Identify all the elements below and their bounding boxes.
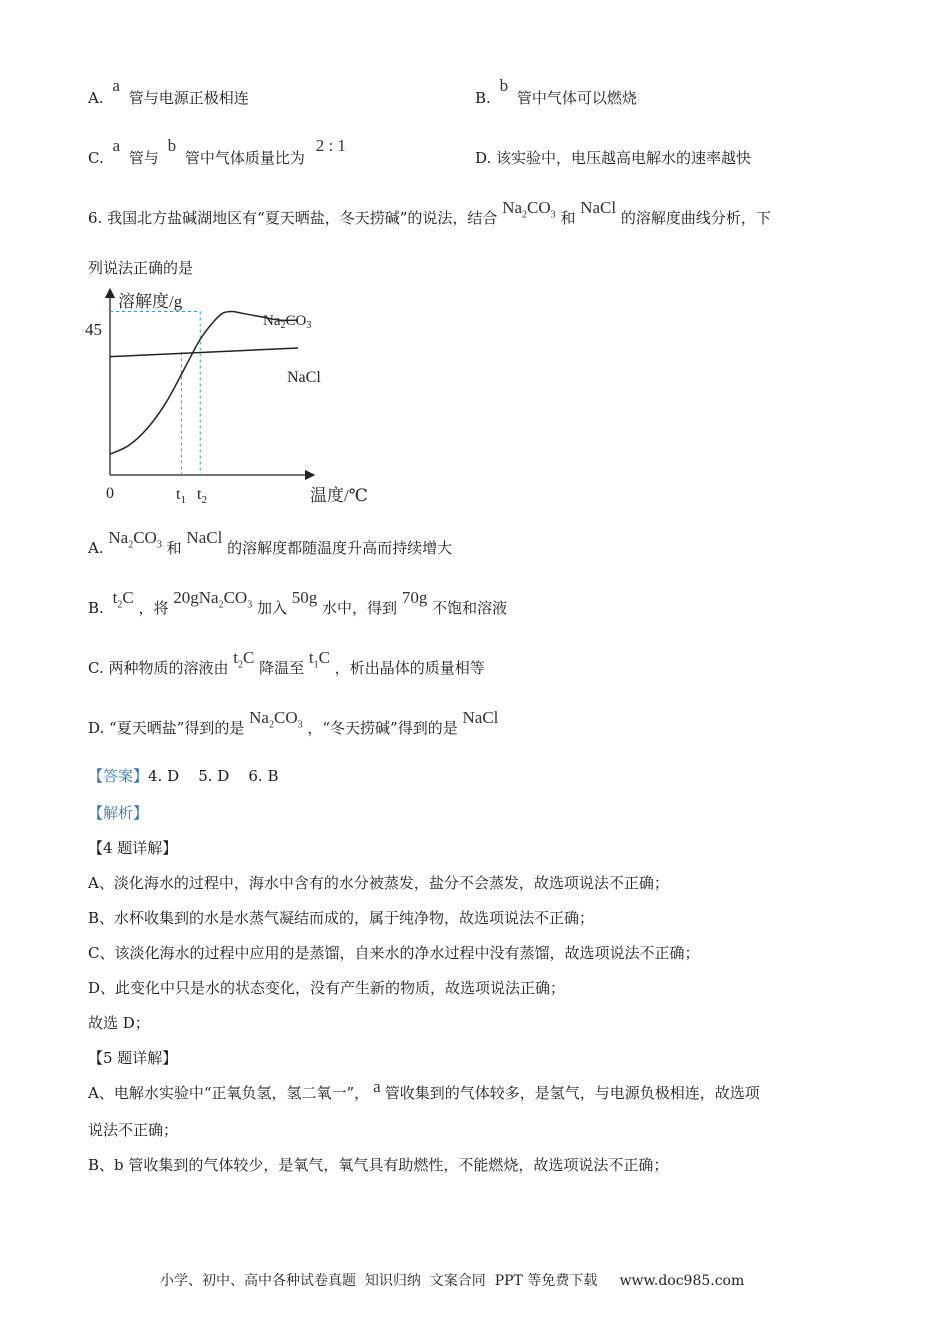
series-nacl-line [110, 348, 298, 357]
q6-option-a-text: 的溶解度都随温度升高而持续增大 [227, 539, 453, 557]
q6-option-d-na2co3: $Na_2CO_3$ [249, 708, 303, 731]
q5-option-c-mid: 管与 [128, 149, 159, 167]
q6-option-b [88, 588, 508, 625]
q5-option-c-text: 管中气体质量比为 [184, 149, 305, 167]
series-na2co3-label: $Na_2CO_3$ [263, 313, 312, 331]
q6-option-b-text3: 水中，得到 [322, 599, 398, 617]
q6-option-b-text1: ，将 [138, 599, 169, 617]
q6-stem-and: 和 [560, 209, 576, 227]
x-axis-label: 温度/℃ [310, 486, 368, 505]
q5-option-a-var: a [112, 76, 120, 95]
q6-option-b-text4: 不饱和溶液 [432, 599, 508, 617]
q6-option-c-text3: ，析出晶体的质量相等 [334, 659, 485, 677]
q6-option-b-prefix: B. [88, 599, 104, 617]
q6-option-a-nacl: NaCl [186, 528, 223, 547]
q6-option-d [88, 708, 499, 745]
q6-option-c-text2: 降温至 [259, 659, 305, 677]
q6-option-d-text1: D. “夏天晒盐”得到的是 [88, 719, 245, 737]
analysis-tag: 【解析】 [88, 804, 149, 822]
q6-option-b-mass1: $20gNa_2CO_3$ [173, 588, 253, 611]
q6-stem-na2co3: $Na_2CO_3$ [502, 198, 556, 221]
q4-detail-line-d: D、此变化中只是水的状态变化，没有产生新的物质，故选项说法正确； [88, 979, 566, 997]
solubility-chart [80, 285, 390, 515]
q5-detail-var-a: a [373, 1077, 381, 1096]
q6-option-d-nacl: NaCl [462, 708, 499, 727]
q4-detail-line-b: B、水杯收集到的水是水蒸气凝结而成的，属于纯净物，故选项说法不正确； [88, 909, 595, 927]
q6-option-c-t1: $t_1C$ [308, 648, 330, 671]
answer-text: 4. D 5. D 6. B [148, 767, 279, 785]
q5-option-c-prefix: C. [88, 149, 104, 167]
q6-option-b-mass2: 50g [291, 588, 318, 607]
q6-stem-a: 6. 我国北方盐碱湖地区有“夏天晒盐，冬天捞碱”的说法，结合 [88, 209, 498, 227]
q5-option-b-var: b [499, 76, 509, 95]
q5-option-d: D. 该实验中，电压越高电解水的速率越快 [475, 149, 752, 167]
q5-detail-line-b: B、b 管收集到的气体较少，是氧气，氧气具有助燃性，不能燃烧，故选项说法不正确； [88, 1156, 669, 1174]
q6-option-a-na2co3: $Na_2CO_3$ [108, 528, 162, 551]
q5-option-c [88, 136, 346, 168]
q5-option-c-ratio: 2 : 1 [315, 136, 346, 155]
q5-option-a [88, 76, 249, 108]
q6-option-d-text2: ，“冬天捞碱”得到的是 [307, 719, 458, 737]
q5-detail-head: 【5 题详解】 [88, 1049, 178, 1067]
q6-option-c [88, 648, 485, 685]
series-nacl-label: NaCl [287, 369, 321, 386]
q6-stem-line2: 列说法正确的是 [88, 259, 194, 277]
q4-detail-conclusion: 故选 D； [88, 1014, 150, 1032]
origin-label: 0 [106, 485, 114, 502]
q6-option-a-prefix: A. [88, 539, 104, 557]
q5-detail-line-a-cont: 说法不正确； [88, 1121, 179, 1139]
q5-option-b-prefix: B. [475, 89, 491, 107]
q5-option-b-text: 管中气体可以燃烧 [516, 89, 637, 107]
series-na2co3-line [110, 311, 298, 454]
q6-option-a [88, 528, 453, 565]
q6-option-b-text2: 加入 [256, 599, 287, 617]
q6-option-c-t2: $t_2C$ [233, 648, 255, 671]
y-tick-45: 45 [85, 320, 102, 339]
q5-option-c-var2: b [167, 136, 177, 155]
q6-option-b-mass3: 70g [401, 588, 428, 607]
q6-option-b-temp: $t_2C$ [112, 588, 134, 611]
x-tick-t2: $t_2$ [197, 486, 207, 506]
page-footer: 小学、初中、高中各种试卷真题 知识归纳 文案合同 PPT 等免费下载 www.doc985.com [160, 1273, 745, 1289]
q6-stem-nacl: NaCl [580, 198, 617, 217]
q5-option-c-var1: a [112, 136, 121, 155]
q6-option-a-and: 和 [166, 539, 182, 557]
q4-detail-line-c: C、该淡化海水的过程中应用的是蒸馏，自来水的净水过程中没有蒸馏，故选项说法不正确； [88, 944, 700, 962]
q5-detail-line-a: A、电解水实验中“正氧负氢，氢二氧一”， a 管收集到的气体较多，是氢气，与电源负极相连，故选项 [88, 1077, 760, 1102]
q6-stem-line1 [88, 198, 771, 235]
q6-option-c-text1: C. 两种物质的溶液由 [88, 659, 229, 677]
q4-detail-line-a: A、淡化海水的过程中，海水中含有的水分被蒸发，盐分不会蒸发，故选项说法不正确； [88, 874, 669, 892]
q5-option-a-prefix: A. [88, 89, 104, 107]
q5-option-b [475, 76, 637, 108]
q6-stem-b: 的溶解度曲线分析，下 [620, 209, 771, 227]
answer-tag: 【答案】 [88, 767, 149, 785]
q5-option-a-text: 管与电源正极相连 [128, 89, 249, 107]
y-axis-label: 溶解度/g [118, 292, 183, 311]
q4-detail-head: 【4 题详解】 [88, 839, 178, 857]
x-tick-t1: $t_1$ [176, 486, 186, 506]
answer-line [88, 766, 278, 786]
